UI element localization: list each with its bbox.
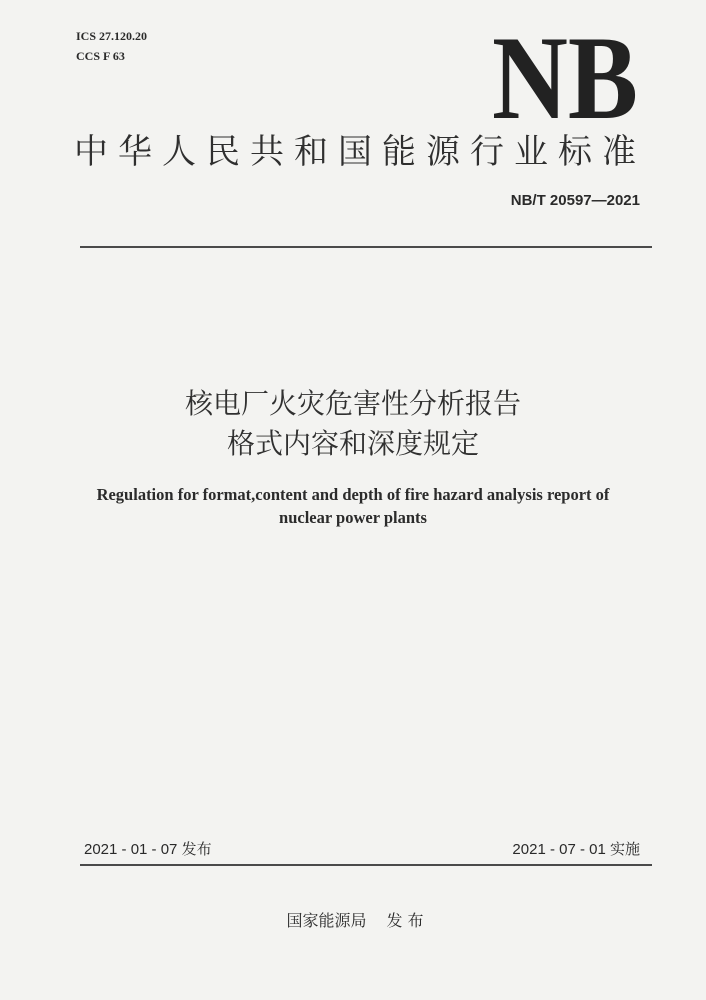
- publisher-name: 国家能源局: [286, 911, 367, 930]
- chinese-title-line-2: 格式内容和深度规定: [226, 427, 479, 460]
- ics-code: ICS 27.120.20: [76, 29, 148, 43]
- chinese-title-line-1: 核电厂火灾危害性分析报告: [184, 387, 521, 420]
- standard-number: NB/T 20597—2021: [510, 192, 640, 209]
- footer-divider: [80, 864, 652, 866]
- implementation-date: 2021 - 07 - 01 实施: [512, 841, 640, 858]
- publisher: [250, 910, 460, 932]
- nb-logo-text: NB: [492, 11, 638, 144]
- publisher-action: 发 布: [386, 911, 424, 930]
- english-title-line-1: Regulation for format,content and depth of fire hazard analysis report of: [96, 485, 610, 504]
- nb-logo: [490, 11, 640, 144]
- ccs-code: CCS F 63: [76, 49, 125, 63]
- english-title-line-2: nuclear power plants: [279, 508, 427, 527]
- industry-standard-title: 中华人民共和国能源行业标准: [74, 132, 646, 172]
- header-divider: [80, 246, 652, 248]
- issue-date: 2021 - 01 - 07 发布: [84, 841, 212, 858]
